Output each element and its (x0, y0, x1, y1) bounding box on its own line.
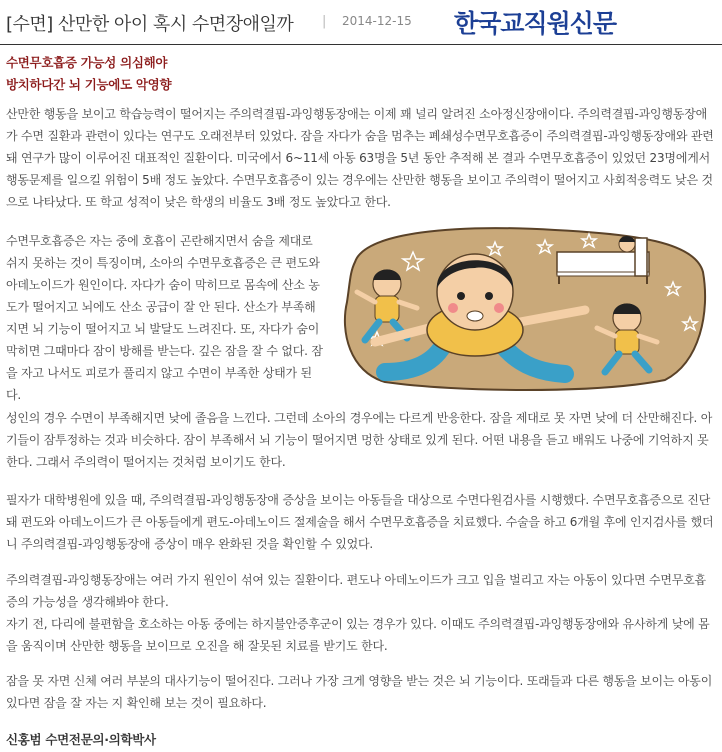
paragraph-3: 성인의 경우 수면이 부족해지면 낮에 졸음을 느낀다. 그런데 소아의 경우에는 다르게 반응한다. 잠을 제대로 못 자면 낮에 더 산만해진다. 아기들이 잠투정하는 것과 비슷하다. 잠이 부족해서 뇌 기능이 떨어지면 멍한 상태로 있게 된다. 어떤 내용을 듣고 배워도 나중에 기억하지 못한다. 그래서 주의력이 떨어지는 것처럼 보이기도 한다. (6, 411, 713, 469)
title-separator: | (322, 14, 327, 29)
paragraph-4: 필자가 대학병원에 있을 때, 주의력결핍-과잉행동장애 증상을 보이는 아동들을 대상으로 수면다원검사를 시행했다. 수면무호흡증으로 진단돼 편도와 아데노이드가 큰 아동들에게 편도-아데노이드 절제술을 해서 수면무호흡증을 치료했다. 수술을 하고 6개월 후에 인지검사를 했더니 주의력결핍-과잉행동장애 증상이 매우 완화된 것을 확인할 수 있었다. (6, 493, 714, 551)
article-illustration (335, 222, 710, 392)
newspaper-logo[interactable]: 한국교직원신문 (454, 9, 617, 38)
subtitle-1: 수면무호흡증 가능성 의심해야 (6, 55, 168, 70)
paragraph-7: 잠을 못 자면 신체 여러 부분의 대사기능이 떨어진다. 그러나 가장 크게 영향을 받는 것은 뇌 기능이다. 또래들과 다른 행동을 보이는 아동이 있다면 잠을 잘 자는 지 확인해 보는 것이 필요하다. (6, 674, 713, 710)
author-byline: 신홍범 수면전문의·의학박사 (6, 732, 156, 747)
article-date: 2014-12-15 (342, 14, 412, 28)
paragraph-1: 산만한 행동을 보이고 학습능력이 떨어지는 주의력결핍-과잉행동장애는 이제 꽤 널리 알려진 소아정신장애이다. 주의력결핍-과잉행동장애가 수면 질환과 관련이 있다는 연구도 오래전부터 있었다. 잠을 자다가 숨을 멈추는 폐쇄성수면무호흡증이 주의력결핍-과잉행동장애와 관련돼 연구가 많이 이루어진 대표적인 질환이다. 미국에서 6~11세 아동 63명을 5년 동안 추적해 본 결과 수면무호흡증이 있었던 23명에게서 행동문제를 일으킬 위험이 5배 정도 높았다. 수면무호흡증이 있는 경우에는 산만한 행동을 보이고 주의력이 떨어지고 사회적응력도 낮은 것으로 나타났다. 또 학교 성적이 낮은 학생의 비율도 3배 정도 높았다고 한다. (6, 107, 714, 209)
paragraph-5: 주의력결핍-과잉행동장애는 여러 가지 원인이 섞여 있는 질환이다. 편도나 아데노이드가 크고 입을 벌리고 자는 아동이 있다면 수면무호흡증의 가능성을 생각해봐야 한다. (6, 573, 706, 609)
subtitle-2: 방치하다간 뇌 기능에도 악영향 (6, 77, 172, 92)
article-header (0, 0, 722, 46)
paragraph-6: 자기 전, 다리에 불편함을 호소하는 아동 중에는 하지불안증후군이 있는 경우가 있다. 이때도 주의력결핍-과잉행동장애와 유사하게 낮에 몸을 움직이며 산만한 행동을 보이므로 오진을 해 잘못된 치료를 받기도 한다. (6, 617, 710, 653)
header-divider (0, 44, 722, 45)
article-title: [수면] 산만한 아이 혹시 수면장애일까 (6, 14, 294, 35)
article-subtitles (6, 52, 171, 96)
paragraph-2: 수면무호흡증은 자는 중에 호흡이 곤란해지면서 숨을 제대로 쉬지 못하는 것이 특징이며, 소아의 수면무호흡증은 큰 편도와 아데노이드가 원인이다. 자다가 숨이 막히므로 몸속에 산소 농도가 떨어지고 뇌에도 산소 공급이 잘 안 된다. 산소가 부족해지면 뇌 기능이 떨어지고 뇌 발달도 느려진다. 또, 자다가 숨이 막히면 그때마다 잠이 방해를 받는다. 깊은 잠을 잘 수 없다. 잠을 자고 나서도 피로가 풀리지 않고 수면이 부족한 상태가 된다. (6, 234, 323, 402)
